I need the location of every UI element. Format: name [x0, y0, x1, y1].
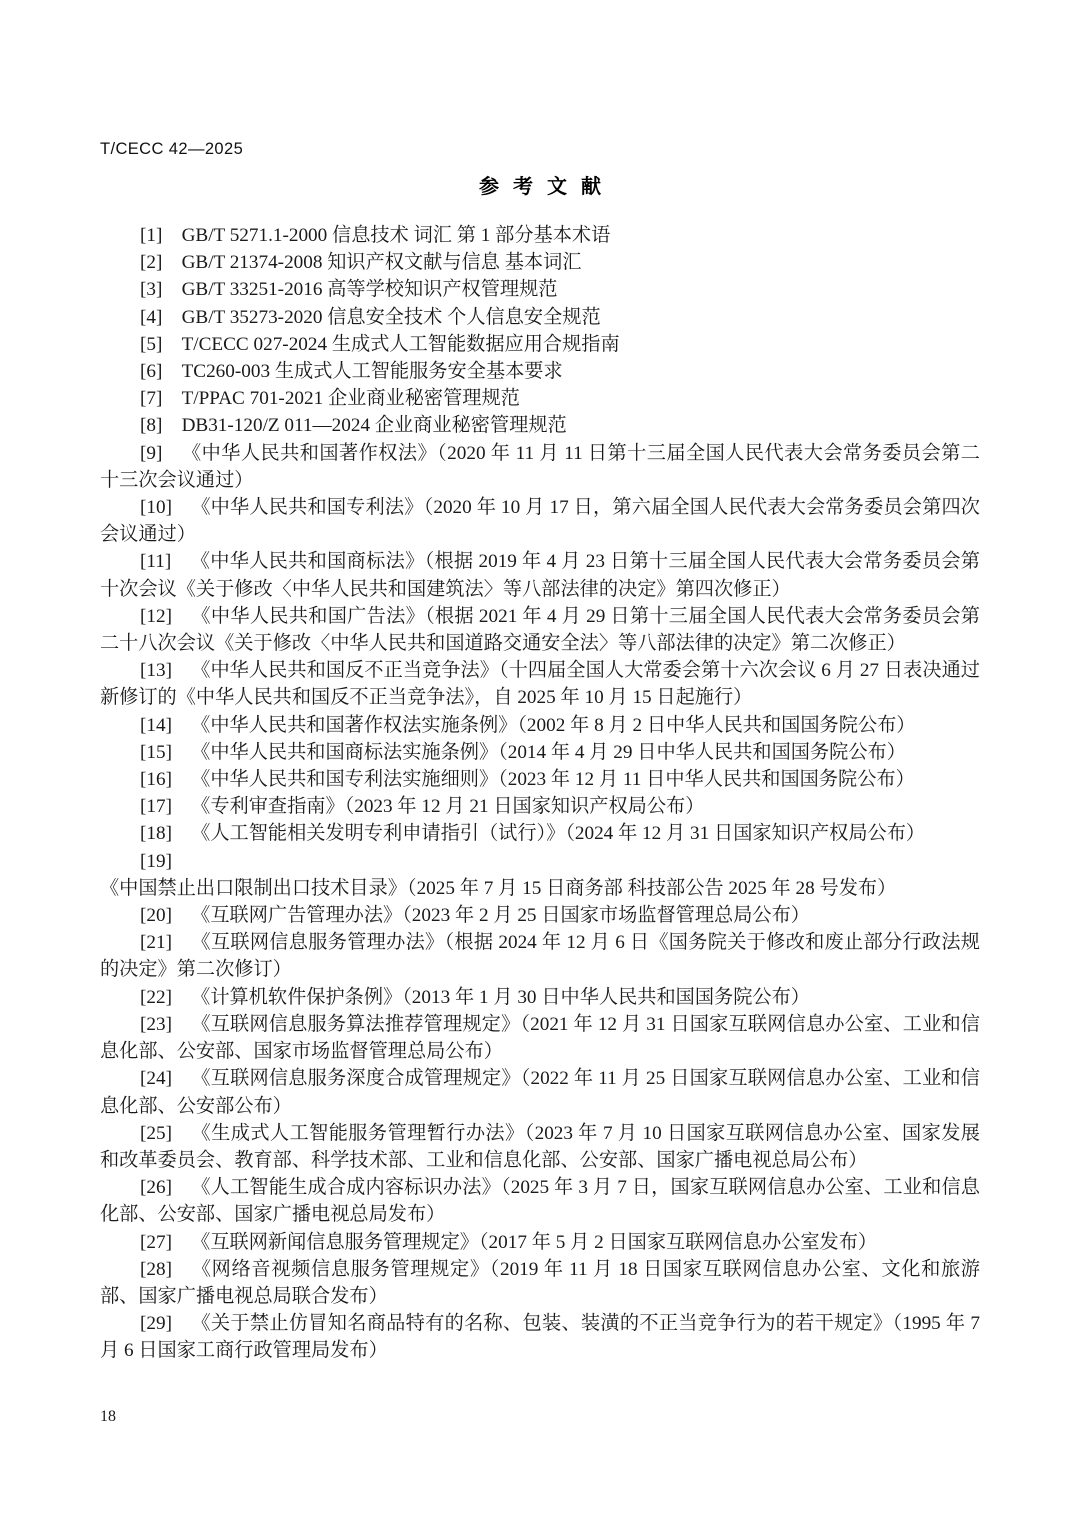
reference-item [100, 412, 980, 439]
reference-item [100, 984, 980, 1011]
reference-item [100, 657, 980, 711]
reference-text: T/PPAC 701-2021 企业商业秘密管理规范 [181, 388, 520, 410]
reference-item [100, 1229, 980, 1256]
reference-text: 《人工智能生成合成内容标识办法》（2025 年 3 月 7 日，国家互联网信息办公室、工业和信息化部、公安部、国家广播电视总局发布） [100, 1177, 980, 1226]
reference-index: [7] [140, 388, 163, 410]
reference-text: 《中华人民共和国专利法实施细则》（2023 年 12 月 11 日中华人民共和国国务院公布） [191, 769, 915, 791]
reference-text: 《生成式人工智能服务管理暂行办法》（2023 年 7 月 10 日国家互联网信息办公室、国家发展和改革委员会、教育部、科学技术部、工业和信息化部、公安部、国家广播电视总局公布） [100, 1122, 980, 1171]
reference-text: 《中华人民共和国反不正当竞争法》（十四届全国人大常委会第十六次会议 6 月 27 日表决通过新修订的《中华人民共和国反不正当竞争法》，自 2025 年 10 月 15 日起施行） [100, 660, 980, 709]
reference-text: 《中华人民共和国著作权法》（2020 年 11 月 11 日第十三届全国人民代表大会常务委员会第二十三次会议通过） [100, 442, 980, 491]
reference-item [100, 331, 980, 358]
reference-text: 《关于禁止仿冒知名商品特有的名称、包装、装潢的不正当竞争行为的若干规定》（1995 年 7 月 6 日国家工商行政管理局发布） [100, 1313, 980, 1362]
reference-index: [22] [140, 986, 172, 1008]
reference-index: [20] [140, 905, 172, 927]
reference-item [100, 820, 980, 847]
reference-index: [23] [140, 1013, 172, 1035]
reference-text: 《互联网广告管理办法》（2023 年 2 月 25 日国家市场监督管理总局公布） [191, 905, 810, 927]
reference-index: [6] [140, 361, 163, 383]
reference-text: 《互联网信息服务管理办法》（根据 2024 年 12 月 6 日《国务院关于修改和废止部分行政法规的决定》第二次修订） [100, 932, 980, 981]
reference-text: DB31-120/Z 011—2024 企业商业秘密管理规范 [181, 415, 567, 437]
reference-text: 《互联网信息服务深度合成管理规定》（2022 年 11 月 25 日国家互联网信息办公室、工业和信息化部、公安部公布） [100, 1068, 980, 1117]
reference-item [100, 1065, 980, 1119]
reference-text: 《中华人民共和国著作权法实施条例》（2002 年 8 月 2 日中华人民共和国国务院公布） [191, 714, 916, 736]
reference-index: [2] [140, 252, 163, 274]
reference-item [100, 1310, 980, 1364]
reference-text: T/CECC 027-2024 生成式人工智能数据应用合规指南 [181, 333, 620, 355]
reference-index: [8] [140, 415, 163, 437]
reference-text: 《中华人民共和国商标法》（根据 2019 年 4 月 23 日第十三届全国人民代表大会常务委员会第十次会议《关于修改〈中华人民共和国建筑法〉等八部法律的决定》第四次修正） [100, 551, 980, 600]
reference-item [100, 712, 980, 739]
reference-index: [19] [140, 850, 172, 872]
reference-index: [29] [140, 1313, 172, 1335]
reference-index: [21] [140, 932, 172, 954]
reference-index: [3] [140, 279, 163, 301]
reference-item [100, 358, 980, 385]
reference-item [100, 385, 980, 412]
reference-index: [15] [140, 741, 172, 763]
reference-index: [17] [140, 796, 172, 818]
reference-text: 《网络音视频信息服务管理规定》（2019 年 11 月 18 日国家互联网信息办公室、文化和旅游部、国家广播电视总局联合发布） [100, 1258, 980, 1307]
reference-item [100, 1174, 980, 1228]
reference-text: GB/T 5271.1-2000 信息技术 词汇 第 1 部分基本术语 [181, 225, 611, 246]
reference-index: [1] [140, 225, 163, 246]
reference-item [100, 929, 980, 983]
reference-item [100, 548, 980, 602]
reference-index: [28] [140, 1258, 172, 1280]
reference-text: 《计算机软件保护条例》（2013 年 1 月 30 日中华人民共和国国务院公布） [191, 986, 810, 1008]
reference-item [100, 304, 980, 331]
reference-item [100, 793, 980, 820]
reference-item [100, 1256, 980, 1310]
reference-item [100, 848, 980, 902]
reference-index: [16] [140, 769, 172, 791]
reference-text: GB/T 21374-2008 知识产权文献与信息 基本词汇 [181, 252, 582, 274]
reference-text: TC260-003 生成式人工智能服务安全基本要求 [181, 361, 563, 383]
reference-index: [25] [140, 1122, 172, 1144]
reference-item [100, 249, 980, 276]
reference-text: GB/T 33251-2016 高等学校知识产权管理规范 [181, 279, 558, 301]
reference-index: [14] [140, 714, 172, 736]
reference-item [100, 1120, 980, 1174]
reference-index: [10] [140, 497, 172, 519]
reference-item [100, 902, 980, 929]
reference-item [100, 440, 980, 494]
reference-list [100, 222, 980, 1365]
reference-text: 《中华人民共和国广告法》（根据 2021 年 4 月 29 日第十三届全国人民代表大会常务委员会第二十八次会议《关于修改〈中华人民共和国道路交通安全法〉等八部法律的决定》第二次修正） [100, 605, 980, 655]
page-number: 18 [100, 1408, 116, 1425]
reference-text: 《互联网信息服务算法推荐管理规定》（2021 年 12 月 31 日国家互联网信息办公室、工业和信息化部、公安部、国家市场监督管理总局公布） [100, 1013, 980, 1063]
reference-text: 《互联网新闻信息服务管理规定》（2017 年 5 月 2 日国家互联网信息办公室发布） [191, 1231, 878, 1253]
reference-index: [27] [140, 1231, 172, 1253]
reference-item [100, 766, 980, 793]
reference-index: [4] [140, 306, 163, 328]
reference-text: 《专利审查指南》（2023 年 12 月 21 日国家知识产权局公布） [191, 796, 705, 818]
reference-index: [13] [140, 660, 172, 682]
reference-index: [9] [140, 442, 163, 464]
reference-index: [11] [140, 551, 172, 573]
reference-item [100, 494, 980, 548]
reference-index: [18] [140, 823, 172, 845]
page-title: 参考文献 [479, 176, 615, 198]
reference-item [100, 276, 980, 303]
reference-text: 《人工智能相关发明专利申请指引（试行）》（2024 年 12 月 31 日国家知识产权局公布） [191, 823, 926, 845]
reference-text: GB/T 35273-2020 信息安全技术 个人信息安全规范 [181, 306, 601, 328]
reference-text: 《中华人民共和国专利法》（2020 年 10 月 17 日，第六届全国人民代表大会常务委员会第四次会议通过） [100, 497, 980, 546]
reference-item [100, 1011, 980, 1065]
reference-item [100, 603, 980, 657]
running-header-standard-number: T/CECC 42—2025 [100, 140, 244, 158]
reference-index: [26] [140, 1177, 172, 1199]
reference-item [100, 739, 980, 766]
reference-index: [12] [140, 605, 172, 627]
reference-index: [5] [140, 333, 163, 355]
reference-text: 《中国禁止出口限制出口技术目录》（2025 年 7 月 15 日商务部 科技部公告 2025 年 28 号发布） [100, 877, 897, 899]
reference-item [100, 222, 980, 249]
reference-text: 《中华人民共和国商标法实施条例》（2014 年 4 月 29 日中华人民共和国国务院公布） [191, 741, 906, 763]
reference-index: [24] [140, 1068, 172, 1090]
